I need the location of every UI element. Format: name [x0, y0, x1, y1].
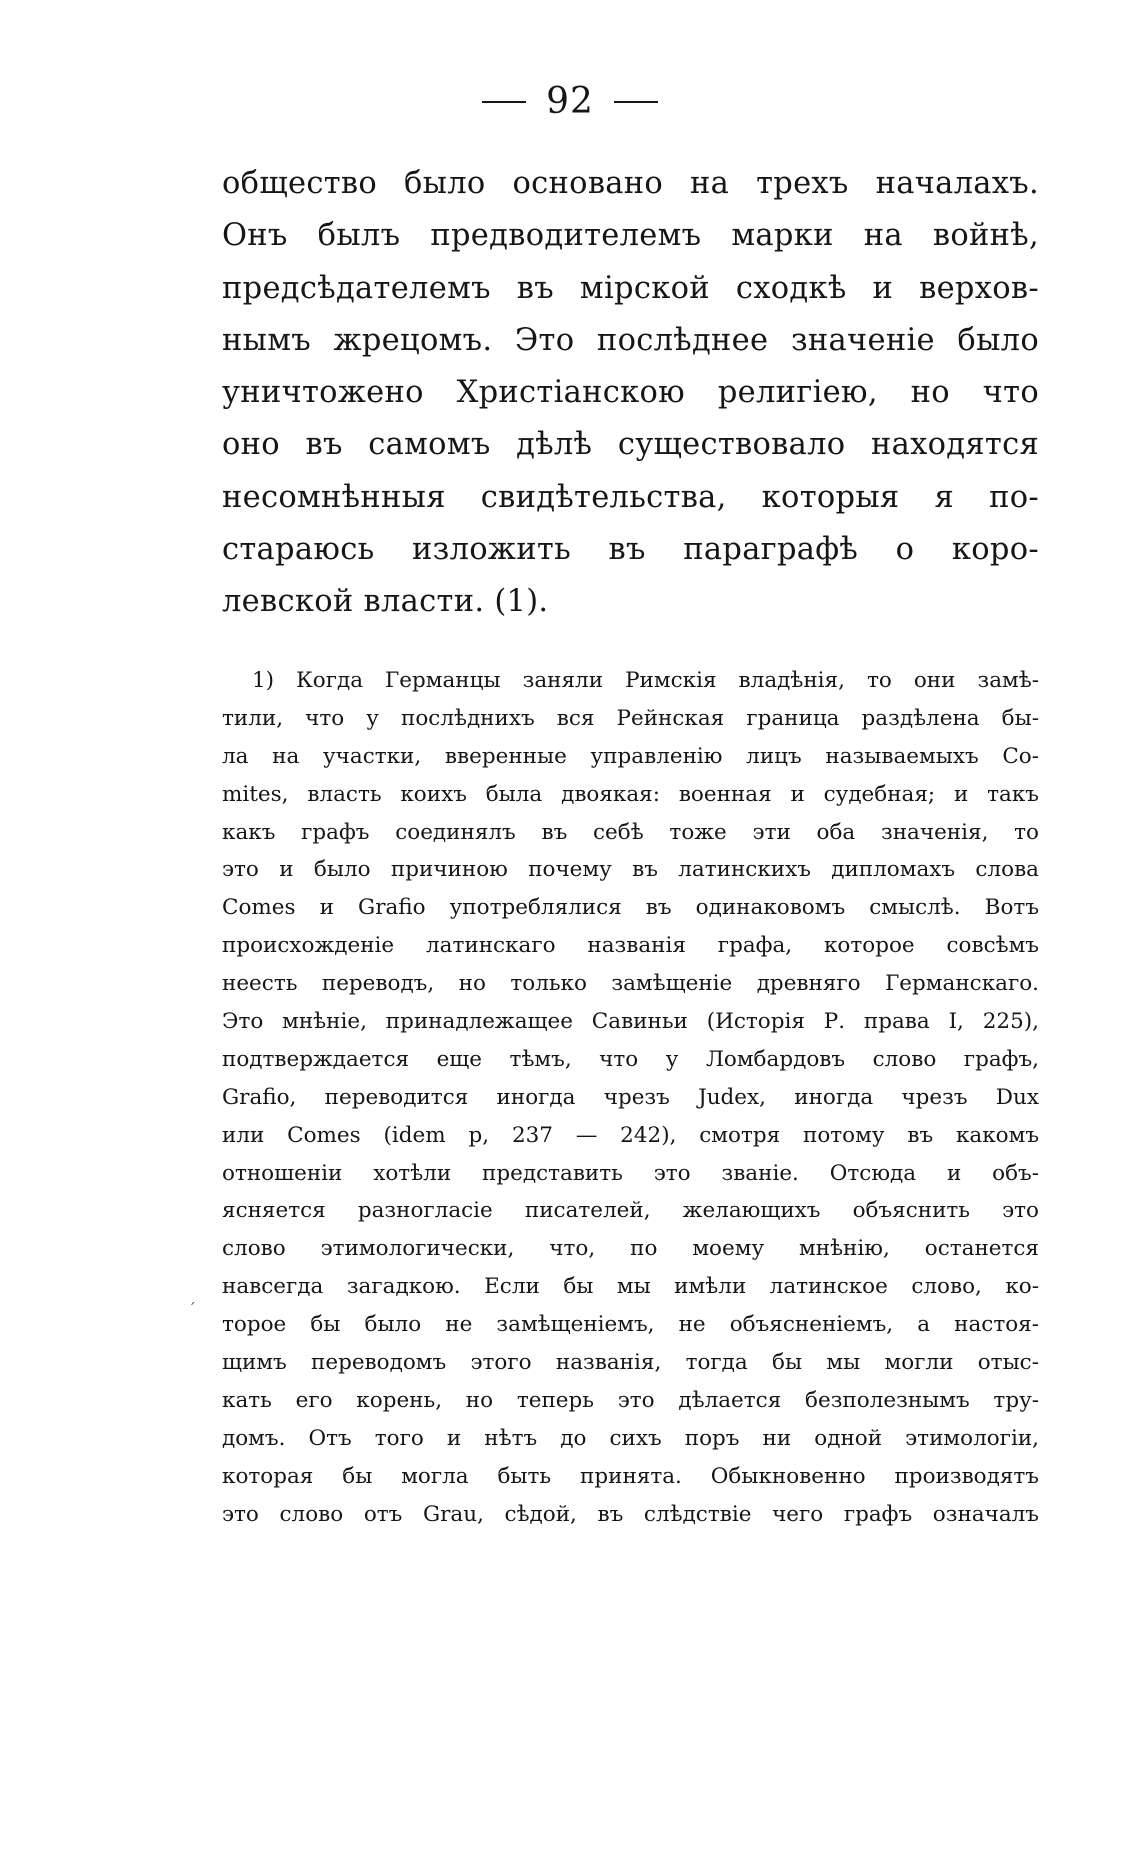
footnote-line: кать его корень, но теперь это дѣлается безполезнымъ тру-: [222, 1387, 1039, 1413]
footnote-line: торое бы было не замѣщеніемъ, не объясненіемъ, а настоя-: [222, 1312, 1039, 1338]
footnote-line: тили, что у послѣднихъ вся Рейнская граница раздѣлена бы-: [222, 705, 1039, 731]
right-dash: [614, 101, 658, 103]
main-text-line: предсѣдателемъ въ мірской сходкѣ и верхов-: [222, 270, 1039, 306]
left-dash: [482, 101, 526, 103]
footnote-line: 1) Когда Германцы заняли Римскія владѣнія, то они замѣ-: [252, 668, 1039, 693]
footnote: [222, 662, 1039, 1533]
footnote-line: это слово отъ Grau, сѣдой, въ слѣдствіе чего графъ означалъ: [222, 1501, 1039, 1527]
main-text-line: оно въ самомъ дѣлѣ существовало находятся: [222, 427, 1039, 463]
footnote-line: отношеніи хотѣли представить это званіе. Отсюда и объ-: [222, 1160, 1039, 1186]
main-text-line: уничтожено Христіанскою религіею, но что: [222, 375, 1039, 411]
footnote-line: слово этимологически, что, по моему мнѣнію, останется: [222, 1236, 1039, 1262]
footnote-line: домъ. Отъ того и нѣтъ до сихъ поръ ни одной этимологіи,: [222, 1425, 1039, 1451]
footnote-line: ла на участки, вверенные управленію лицъ называемыхъ Со-: [222, 743, 1039, 769]
main-text-line: нымъ жрецомъ. Это послѣднее значеніе было: [222, 322, 1039, 358]
footnote-line: это и было причиною почему въ латинскихъ дипломахъ слова: [222, 857, 1039, 883]
main-text-line: Онъ былъ предводителемъ марки на войнѣ,: [222, 218, 1039, 254]
footnote-line: неесть переводъ, но только замѣщеніе древняго Германскаго.: [222, 971, 1039, 997]
main-text-line: стараюсь изложить въ параграфѣ о коро-: [222, 532, 1039, 568]
footnote-line: которая бы могла быть принята. Обыкновенно производятъ: [222, 1463, 1039, 1489]
footnote-line: ясняется разногласіе писателей, желающихъ объяснить это: [222, 1198, 1039, 1224]
footnote-line: навсегда загадкою. Если бы мы имѣли латинское слово, ко-: [222, 1274, 1039, 1300]
footnote-line: или Comes (idem p, 237 — 242), смотря потому въ какомъ: [222, 1122, 1039, 1148]
footnote-line: Grafio, переводится иногда чрезъ Judex, иногда чрезъ Dux: [222, 1084, 1039, 1110]
page-number: 92: [546, 81, 594, 122]
footnote-line: подтверждается еще тѣмъ, что у Ломбардовъ слово графъ,: [222, 1046, 1039, 1072]
main-text-line: несомнѣнныя свидѣтельства, которыя я по-: [222, 479, 1039, 515]
footnote-line: происхожденіе латинскаго названія графа, которое совсѣмъ: [222, 933, 1039, 959]
main-paragraph: [222, 158, 1039, 629]
footnote-line: Это мнѣніе, принадлежащее Савиньи (Исторія Р. права I, 225),: [222, 1009, 1039, 1035]
footnote-line: какъ графъ соединялъ въ себѣ тоже эти оба значенія, то: [222, 819, 1039, 845]
main-text-line: общество было основано на трехъ началахъ.: [222, 166, 1039, 201]
footnote-line: mites, власть коихъ была двоякая: военная и судебная; и такъ: [222, 781, 1039, 807]
main-text-line: левской власти. (1).: [222, 584, 549, 620]
scan-speck-mark: ˊ: [188, 1300, 196, 1319]
footnote-line: щимъ переводомъ этого названія, тогда бы мы могли отыс-: [222, 1350, 1039, 1376]
page-number-header: [0, 82, 1140, 122]
footnote-line: Comes и Grafio употреблялися въ одинаковомъ смыслѣ. Вотъ: [222, 895, 1039, 921]
